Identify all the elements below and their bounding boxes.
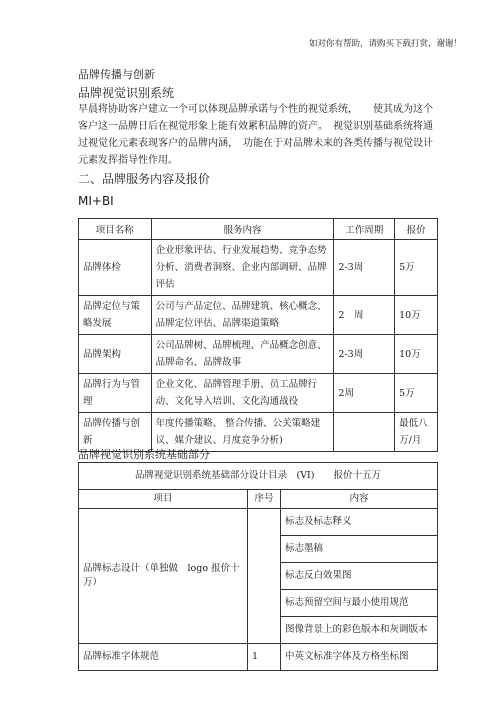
row-name: 品牌传播与创新 [79, 413, 152, 452]
list-item: 标志及标志释义 [281, 509, 438, 536]
col-header-content: 内容 [281, 490, 438, 509]
vi-table-caption: 品牌视觉识别系统基础部分设计目录 (VI) 报价十五万 [79, 463, 438, 490]
row-content: 企业文化、品牌管理手册、员工品牌行动、文化导入培训、文化沟通战役 [151, 374, 334, 413]
heading-services-pricing: 二、品牌服务内容及报价 [78, 172, 211, 186]
heading-brand-vi: 品牌视觉识别系统 [78, 86, 175, 100]
col-header-item: 项目 [79, 490, 248, 509]
vi-catalog-table [78, 462, 438, 671]
row-name: 品牌架构 [79, 335, 152, 374]
row-name: 品牌定位与策略发展 [79, 296, 152, 335]
row-name: 品牌体检 [79, 240, 152, 296]
row-name: 品牌行为与管理 [79, 374, 152, 413]
table-header-row [79, 219, 438, 240]
table-row [79, 509, 438, 536]
intro-paragraph: 早晨将协助客户建立一个可以体现品牌承诺与个性的视觉系统， 使其成为这个客户这一品牌日后在视觉形象上能有效累积品牌的资产。 视觉识别基础系统将通过视觉化元素表现客户的品牌内涵， 功能在于对品牌未来的各类传播与视觉设计元素发挥指导性作用。 [78, 104, 433, 166]
mibi-label: MI+BI [78, 194, 114, 208]
row-period: 2 周 [334, 296, 395, 335]
row-price: 10万 [395, 296, 438, 335]
font-spec-number: 1 [248, 644, 281, 671]
row-content: 公司品牌树、品牌梳理、产品概念创意、品牌命名、品牌故事 [151, 335, 334, 374]
list-item: 图像背景上的彩色版本和灰调版本 [281, 617, 438, 644]
row-content: 年度传播策略、 整合传播、公关策略建议、媒介建议、月度竞争分析) [151, 413, 334, 452]
row-price: 5万 [395, 240, 438, 296]
table-row [79, 374, 438, 413]
row-price: 5万 [395, 374, 438, 413]
list-item: 标志墨稿 [281, 536, 438, 563]
row-period: 2-3周 [334, 240, 395, 296]
col-header-number: 序号 [248, 490, 281, 509]
col-header-period: 工作周期 [334, 219, 395, 240]
row-price: 10万 [395, 335, 438, 374]
col-header-name: 项目名称 [79, 219, 152, 240]
col-header-price: 报价 [395, 219, 438, 240]
row-period: 2周 [334, 374, 395, 413]
table-header-row [79, 490, 438, 509]
table-row [79, 240, 438, 296]
table-row [79, 296, 438, 335]
table-row [79, 335, 438, 374]
list-item: 标志预留空间与最小使用规范 [281, 590, 438, 617]
row-content: 公司与产品定位、品牌建筑、核心概念、品牌定位评估、品牌渠道策略 [151, 296, 334, 335]
heading-vi-basic: 品牌视觉识别系统基础部分 [78, 448, 210, 461]
font-spec-label: 品牌标准字体规范 [79, 644, 248, 671]
row-price: 最低八万/月 [395, 413, 438, 452]
table-row [79, 644, 438, 671]
services-table [78, 218, 438, 452]
row-period: 2-3周 [334, 335, 395, 374]
table-caption-row [79, 463, 438, 490]
row-period [334, 413, 395, 452]
col-header-content: 服务内容 [151, 219, 334, 240]
row-content: 企业形象评估、行业发展趋势、竞争态势分析、消费者洞察、企业内部调研、品牌评估 [151, 240, 334, 296]
logo-design-label: 品牌标志设计（单独做 logo 报价十万） [79, 509, 248, 644]
header-note: 如对你有帮助，请购买下载打赏，谢谢！ [308, 39, 462, 49]
font-spec-content: 中英文标准字体及方格坐标图 [281, 644, 438, 671]
heading-brand-communication: 品牌传播与创新 [78, 68, 155, 81]
list-item: 标志反白效果图 [281, 563, 438, 590]
